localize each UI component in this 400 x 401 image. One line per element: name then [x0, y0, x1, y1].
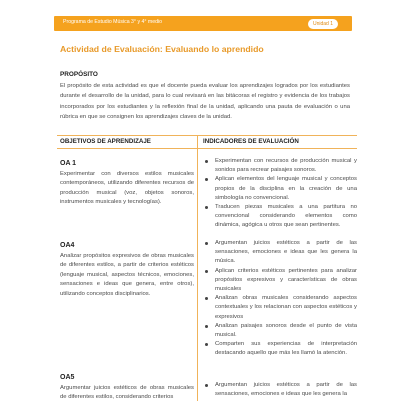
bullet-icon: [205, 178, 208, 181]
header-bar: [54, 16, 352, 31]
indicator-item: Argumentan juicios estéticos a partir de las sensaciones, emociones e ideas que les genera la música.: [205, 239, 357, 267]
indicator-item: Aplican criterios estéticos pertinentes para analizar propósitos expresivos y características de obras musicales: [205, 267, 357, 295]
bullet-icon: [205, 242, 208, 245]
indicator-item: Experimentan con recursos de producción musical y sonidos para recrear paisajes sonoros.: [205, 157, 357, 175]
program-title: Programa de Estudio Música 3° y 4° medio: [63, 19, 163, 25]
evaluation-table: [57, 135, 357, 401]
indicator-item: Analizan paisajes sonoros desde el punto de vista musical.: [205, 322, 357, 340]
indicator-item: Aplican elementos del lenguaje musical y conceptos propios de la disciplina en la creación de una simbología no convencional.: [205, 175, 357, 203]
bullet-icon: [205, 297, 208, 300]
indicator-list: [205, 239, 357, 359]
objective-code: OA 1: [60, 160, 77, 167]
indicator-item: Argumentan juicios estéticos a partir de las sensaciones, emociones e ideas que les genera la: [205, 381, 357, 399]
bullet-icon: [205, 325, 208, 328]
objectives-column-header: OBJETIVOS DE APRENDIZAJE: [60, 138, 151, 145]
objective-code: OA4: [60, 242, 75, 249]
bullet-icon: [205, 206, 208, 209]
unit-badge: Unidad 1: [308, 19, 338, 29]
purpose-heading: PROPÓSITO: [60, 71, 98, 78]
activity-title: Actividad de Evaluación: Evaluando lo aprendido: [60, 44, 264, 54]
bullet-icon: [205, 384, 208, 387]
bullet-icon: [205, 160, 208, 163]
indicator-list: [205, 381, 357, 399]
indicator-item: Traducen piezas musicales a una partitura no convencional considerando elementos como dinámica, agógica u otros que sean pertinentes.: [205, 203, 357, 231]
objective-description: Analizar propósitos expresivos de obras musicales de diferentes estilos, a partir de criterios estéticos (lenguaje musical, aspectos técnicos, emociones, sensaciones e ideas que genera, entre otros), utilizando conceptos disciplinarios.: [60, 253, 194, 297]
column-divider: [197, 136, 198, 401]
indicator-item: Analizan obras musicales considerando aspectos contextuales y los relacionan con aspectos estéticos y expresivos: [205, 294, 357, 322]
bullet-icon: [205, 343, 208, 346]
objective-description: Argumentar juicios estéticos de obras musicales de diferentes estilos, considerando criterios: [60, 385, 194, 401]
indicators-column-header: INDICADORES DE EVALUACIÓN: [203, 138, 299, 145]
bullet-icon: [205, 270, 208, 273]
table-header: [57, 136, 357, 149]
indicator-list: [205, 157, 357, 231]
objective-description: Experimentar con diversos estilos musicales contemporáneos, utilizando diferentes recursos de producción musical (voz, objetos sonoros, instrumentos musicales y tecnologías).: [60, 171, 194, 206]
indicator-item: Comparten sus experiencias de interpretación destacando aquello que más les llamó la atención.: [205, 340, 357, 358]
objective-code: OA5: [60, 374, 75, 381]
purpose-paragraph: El propósito de esta actividad es que el docente pueda evaluar los aprendizajes logrados por los estudiantes durante el desarrollo de la unidad, para lo cual revisará en las bitácoras el registro y evidencia de los trabajos incorporados por los estudiantes y la reflexión final de la unidad, aplicando una pauta de evaluación o una rúbrica en que se consignen los aprendizajes claves de la unidad.: [60, 83, 350, 121]
